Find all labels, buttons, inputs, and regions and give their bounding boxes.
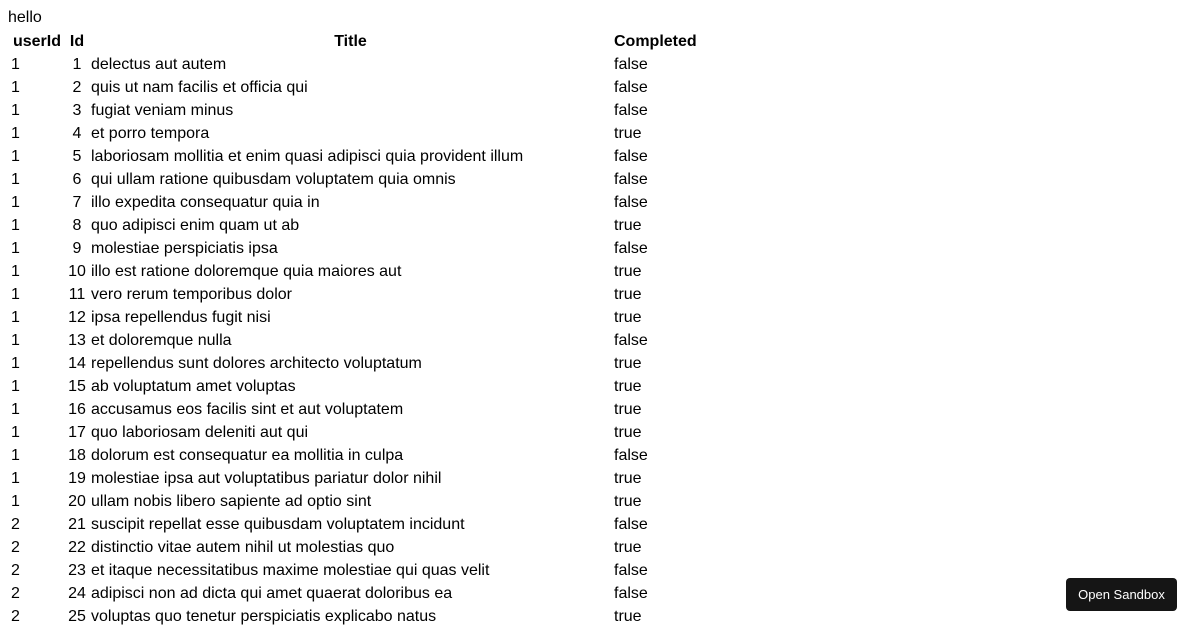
table-row [10, 353, 735, 374]
cell-completed: true [614, 125, 642, 142]
cell-completed: false [614, 56, 648, 73]
table-row [10, 376, 735, 397]
cell-id: 3 [72, 102, 82, 119]
cell-title: distinctio vitae autem nihil ut molestias quo [91, 539, 395, 556]
cell-id: 20 [68, 493, 86, 510]
cell-title: laboriosam mollitia et enim quasi adipisci quia provident illum [91, 148, 524, 165]
cell-completed: false [614, 585, 648, 602]
cell-completed: false [614, 171, 648, 188]
cell-title: et itaque necessitatibus maxime molestiae qui quas velit [91, 562, 490, 579]
table-header-row [10, 31, 735, 52]
table-row [10, 583, 735, 604]
cell-title: quo adipisci enim quam ut ab [91, 217, 300, 234]
cell-completed: true [614, 217, 642, 234]
cell-userid: 1 [11, 263, 20, 280]
cell-title: quo laboriosam deleniti aut qui [91, 424, 309, 441]
cell-userid: 1 [11, 102, 20, 119]
table-row [10, 422, 735, 443]
cell-userid: 2 [11, 539, 20, 556]
todos-table [8, 29, 737, 629]
cell-userid: 1 [11, 309, 20, 326]
column-header-title: Title [334, 33, 367, 50]
cell-completed: false [614, 516, 648, 533]
table-row [10, 491, 735, 512]
table-row [10, 330, 735, 351]
cell-id: 6 [72, 171, 82, 188]
greeting-text: hello [8, 9, 42, 26]
cell-completed: true [614, 608, 642, 625]
cell-title: suscipit repellat esse quibusdam voluptatem incidunt [91, 516, 465, 533]
cell-userid: 1 [11, 355, 20, 372]
table-row [10, 54, 735, 75]
cell-userid: 1 [11, 217, 20, 234]
table-row [10, 560, 735, 581]
cell-id: 24 [68, 585, 86, 602]
cell-completed: false [614, 194, 648, 211]
cell-id: 25 [68, 608, 86, 625]
cell-completed: false [614, 562, 648, 579]
cell-userid: 1 [11, 493, 20, 510]
cell-completed: true [614, 401, 642, 418]
cell-id: 16 [68, 401, 86, 418]
cell-userid: 2 [11, 585, 20, 602]
open-sandbox-button[interactable]: Open Sandbox [1066, 578, 1177, 611]
cell-id: 17 [68, 424, 86, 441]
table-row [10, 537, 735, 558]
column-header-completed: Completed [614, 33, 697, 50]
cell-userid: 1 [11, 447, 20, 464]
cell-title: ab voluptatum amet voluptas [91, 378, 296, 395]
cell-id: 2 [72, 79, 82, 96]
table-row [10, 606, 735, 627]
table-row [10, 146, 735, 167]
cell-completed: true [614, 263, 642, 280]
column-header-id: Id [69, 33, 85, 50]
cell-userid: 1 [11, 194, 20, 211]
cell-completed: true [614, 286, 642, 303]
cell-completed: false [614, 102, 648, 119]
cell-id: 21 [68, 516, 86, 533]
table-row [10, 445, 735, 466]
cell-userid: 1 [11, 56, 20, 73]
cell-completed: true [614, 470, 642, 487]
cell-id: 23 [68, 562, 86, 579]
cell-completed: true [614, 424, 642, 441]
cell-completed: false [614, 447, 648, 464]
cell-id: 22 [68, 539, 86, 556]
cell-completed: true [614, 378, 642, 395]
table-row [10, 215, 735, 236]
table-row [10, 238, 735, 259]
table-row [10, 261, 735, 282]
cell-title: ullam nobis libero sapiente ad optio sint [91, 493, 372, 510]
cell-title: quis ut nam facilis et officia qui [91, 79, 308, 96]
cell-completed: false [614, 240, 648, 257]
cell-id: 14 [68, 355, 86, 372]
table-row [10, 192, 735, 213]
cell-title: et porro tempora [91, 125, 210, 142]
table-row [10, 468, 735, 489]
cell-userid: 1 [11, 332, 20, 349]
cell-completed: true [614, 309, 642, 326]
cell-title: vero rerum temporibus dolor [91, 286, 292, 303]
cell-userid: 1 [11, 286, 20, 303]
cell-title: fugiat veniam minus [91, 102, 234, 119]
table-row [10, 169, 735, 190]
cell-title: ipsa repellendus fugit nisi [91, 309, 271, 326]
cell-id: 19 [68, 470, 86, 487]
cell-completed: true [614, 539, 642, 556]
table-row [10, 123, 735, 144]
cell-title: dolorum est consequatur ea mollitia in culpa [91, 447, 404, 464]
cell-title: repellendus sunt dolores architecto voluptatum [91, 355, 422, 372]
table-row [10, 100, 735, 121]
cell-id: 9 [72, 240, 82, 257]
cell-title: illo est ratione doloremque quia maiores aut [91, 263, 402, 280]
cell-userid: 2 [11, 562, 20, 579]
cell-id: 8 [72, 217, 82, 234]
cell-title: accusamus eos facilis sint et aut voluptatem [91, 401, 404, 418]
cell-id: 18 [68, 447, 86, 464]
cell-id: 10 [68, 263, 86, 280]
cell-userid: 1 [11, 125, 20, 142]
cell-completed: false [614, 79, 648, 96]
cell-id: 7 [72, 194, 82, 211]
cell-userid: 1 [11, 171, 20, 188]
cell-id: 4 [72, 125, 82, 142]
cell-title: voluptas quo tenetur perspiciatis explicabo natus [91, 608, 437, 625]
cell-completed: true [614, 355, 642, 372]
table-row [10, 514, 735, 535]
column-header-userid: userId [12, 33, 61, 50]
cell-title: molestiae ipsa aut voluptatibus pariatur dolor nihil [91, 470, 442, 487]
cell-userid: 1 [11, 470, 20, 487]
cell-id: 12 [68, 309, 86, 326]
cell-completed: false [614, 148, 648, 165]
cell-completed: true [614, 493, 642, 510]
cell-id: 1 [72, 56, 82, 73]
cell-title: molestiae perspiciatis ipsa [91, 240, 278, 257]
cell-title: delectus aut autem [91, 56, 227, 73]
cell-userid: 1 [11, 424, 20, 441]
cell-id: 11 [68, 286, 86, 303]
cell-title: et doloremque nulla [91, 332, 232, 349]
cell-id: 15 [68, 378, 86, 395]
cell-userid: 2 [11, 516, 20, 533]
cell-completed: false [614, 332, 648, 349]
table-row [10, 307, 735, 328]
cell-id: 5 [72, 148, 82, 165]
table-body [10, 54, 735, 627]
table-row [10, 77, 735, 98]
cell-title: illo expedita consequatur quia in [91, 194, 320, 211]
cell-userid: 1 [11, 79, 20, 96]
cell-userid: 1 [11, 378, 20, 395]
cell-title: adipisci non ad dicta qui amet quaerat doloribus ea [91, 585, 453, 602]
table-row [10, 399, 735, 420]
cell-id: 13 [68, 332, 86, 349]
cell-userid: 1 [11, 148, 20, 165]
table-row [10, 284, 735, 305]
cell-userid: 1 [11, 401, 20, 418]
cell-userid: 1 [11, 240, 20, 257]
cell-title: qui ullam ratione quibusdam voluptatem quia omnis [91, 171, 456, 188]
cell-userid: 2 [11, 608, 20, 625]
